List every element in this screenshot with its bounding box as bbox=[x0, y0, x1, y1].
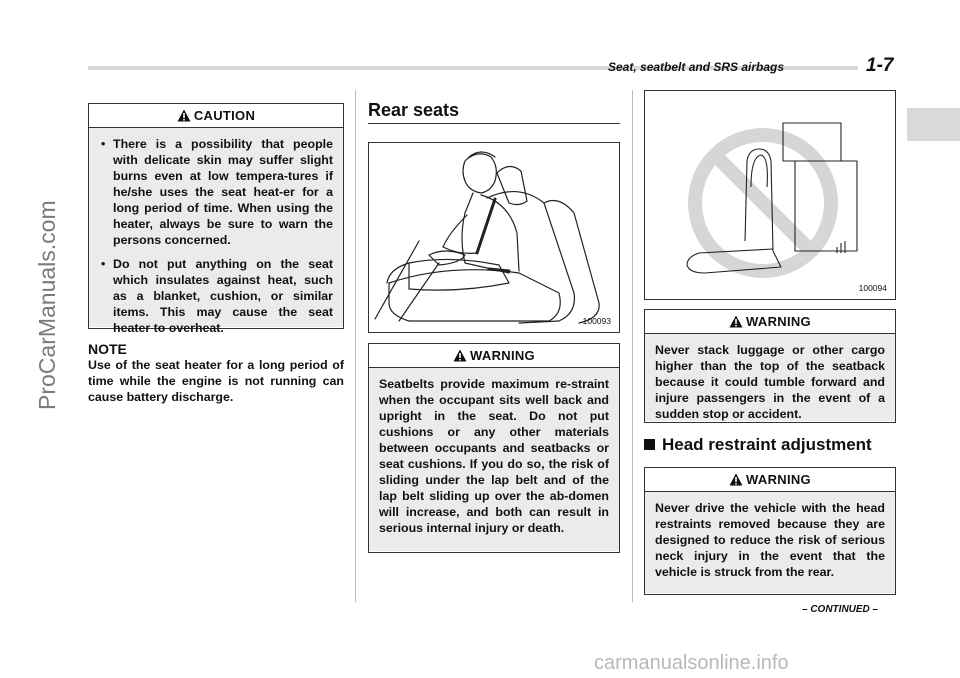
rear-seats-heading: Rear seats bbox=[368, 100, 460, 120]
continued-marker: – CONTINUED – bbox=[802, 604, 879, 615]
column-divider bbox=[355, 90, 356, 602]
caution-body bbox=[89, 128, 343, 335]
note-title: NOTE bbox=[88, 341, 127, 357]
section-bullet-icon bbox=[644, 439, 655, 450]
warning-triangle-icon bbox=[729, 312, 743, 336]
figure-id: 100093 bbox=[582, 316, 611, 326]
warning-header bbox=[645, 310, 895, 334]
warning-label: WARNING bbox=[746, 472, 811, 487]
head-restraint-heading bbox=[644, 435, 872, 455]
figure-id: 100094 bbox=[858, 283, 887, 293]
caution-item: • There is a possibility that people with delicate skin may suffer slight burns even at low tempera-tures if he/she uses the seat heat-er for a long period of time. When using the heater, always be sure to warn the persons concerned. bbox=[99, 136, 333, 248]
warning-label: WARNING bbox=[746, 314, 811, 329]
caution-box bbox=[88, 103, 344, 335]
section-title: Seat, seatbelt and SRS airbags bbox=[608, 60, 785, 74]
head-restraint-warning-box bbox=[644, 467, 896, 595]
heading-rule bbox=[368, 123, 620, 124]
warning-body: Never stack luggage or other cargo higher than the top of the seatback because it could tumble forward and injure passengers in the event of a sudden stop or accident. bbox=[645, 334, 895, 421]
column-divider bbox=[632, 90, 633, 602]
caution-header bbox=[89, 104, 343, 128]
note-text: Use of the seat heater for a long period of time while the engine is not running can cause battery discharge. bbox=[88, 358, 344, 404]
watermark-bottom: carmanualsonline.info bbox=[594, 652, 789, 674]
caution-label: CAUTION bbox=[193, 108, 256, 123]
warning-body: Never drive the vehicle with the head restraints removed because they are designed to reduce the risk of serious neck injury in the event that the vehicle is struck from the rear. bbox=[645, 492, 895, 593]
caution-item: • Do not put anything on the seat which insulates against heat, such as a blanket, cushion, or similar items. This may cause the seat heater to overheat. bbox=[99, 256, 333, 336]
warning-triangle-icon bbox=[177, 106, 191, 130]
warning-body: Seatbelts provide maximum re-straint when the occupant sits well back and upright in the seat. Do not put cushions or any other materials between occupants and seatbacks or seat cushions. If you do so, the risk of sliding under the lap belt and of the lap belt sliding up over the ab-domen will increase, and both can result in serious internal injury or death. bbox=[369, 368, 619, 551]
chapter-tab bbox=[907, 108, 960, 141]
warning-label: WARNING bbox=[470, 348, 535, 363]
page-number: 1-7 bbox=[866, 55, 894, 76]
warning-triangle-icon bbox=[453, 346, 467, 370]
luggage-figure bbox=[644, 90, 896, 300]
warning-header bbox=[369, 344, 619, 368]
seated-passenger-illustration bbox=[369, 143, 619, 332]
watermark-left: ProCarManuals.com bbox=[34, 200, 60, 410]
rear-seat-figure bbox=[368, 142, 620, 333]
rear-seat-warning-box bbox=[368, 343, 620, 553]
warning-header bbox=[645, 468, 895, 492]
stacked-luggage-prohibited-illustration bbox=[645, 91, 895, 299]
warning-triangle-icon bbox=[729, 470, 743, 494]
luggage-warning-box bbox=[644, 309, 896, 423]
subheading-text: Head restraint adjustment bbox=[662, 435, 872, 454]
